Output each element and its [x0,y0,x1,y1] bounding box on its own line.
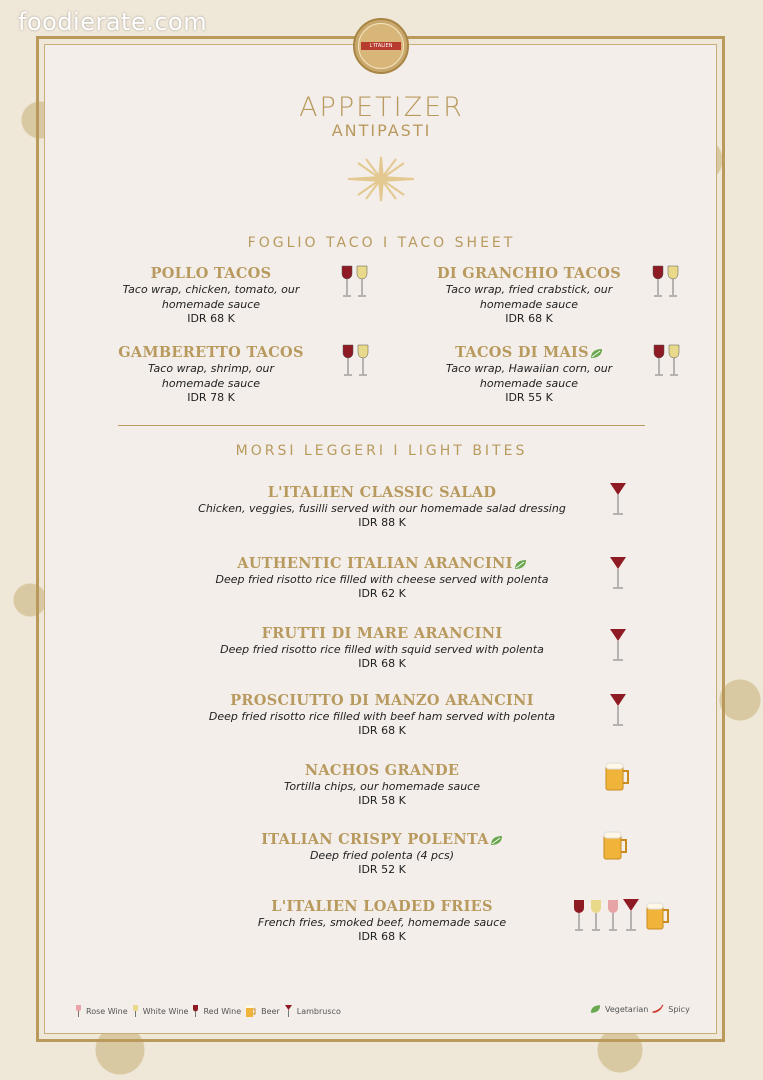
item-description: Deep fried risotto rice filled with squid served with polenta [220,643,544,656]
item-description: Deep fried risotto rice filled with beef ham served with polenta [208,710,556,723]
section-divider [118,425,645,426]
lambrusco-icon [608,555,628,591]
item-description: homemade sauce [161,377,261,390]
all-drinks-icon [572,897,674,933]
sunburst-ornament [346,153,416,205]
restaurant-logo [353,18,409,74]
menu-item [160,692,604,738]
item-name: NACHOS GRANDE [304,762,460,779]
legend-rose-wine: Rose Wine [86,1006,128,1016]
menu-item [160,555,604,601]
item-name: POLLO TACOS [150,265,272,282]
lambrusco-icon [608,481,628,517]
item-name [418,344,640,361]
logo-text: L'ITALIEN [361,42,401,50]
menu-item [100,265,322,326]
item-description: homemade sauce [161,298,261,311]
menu-item [160,484,604,530]
vegetarian-leaf-icon [490,835,503,846]
legend-beer: Beer [261,1006,280,1016]
item-name-text: AUTHENTIC ITALIAN ARANCINI [237,555,513,572]
legend-vegetarian: Vegetarian [605,1004,649,1014]
item-price: IDR 68 K [358,657,406,670]
item-description: Taco wrap, chicken, tomato, our [122,283,300,296]
red-wine-icon [192,1004,199,1018]
item-name: GAMBERETTO TACOS [118,344,304,361]
item-description: Deep fried polenta (4 pcs) [309,849,455,862]
drink-legend [75,1004,341,1018]
page-title: APPETIZER [299,92,464,123]
item-price: IDR 78 K [187,391,235,404]
item-price: IDR 88 K [358,516,406,529]
item-name-text: ITALIAN CRISPY POLENTA [261,831,489,848]
menu-item [418,265,640,326]
beer-icon [602,829,630,861]
page-subtitle: ANTIPASTI [331,121,432,140]
item-name: L'ITALIEN CLASSIC SALAD [267,484,497,501]
beer-icon [604,760,632,792]
diet-legend [590,1004,690,1014]
watermark: foodierate.com [18,8,208,36]
legend-red-wine: Red Wine [203,1006,242,1016]
item-name: L'ITALIEN LOADED FRIES [271,898,493,915]
vegetarian-leaf-icon [514,559,527,570]
item-name-text: TACOS DI MAIS [455,344,589,361]
red-and-white-wine-icon [651,264,681,300]
item-name [160,831,604,848]
legend-white-wine: White Wine [142,1006,189,1016]
item-description: homemade sauce [479,298,579,311]
item-description: homemade sauce [479,377,579,390]
lambrusco-icon [608,692,628,728]
vegetarian-leaf-icon [590,348,603,359]
item-price: IDR 52 K [358,863,406,876]
red-and-white-wine-icon [340,264,370,300]
white-wine-icon [132,1004,139,1018]
section-taco-sheet: FOGLIO TACO I TACO SHEET [247,235,516,251]
item-price: IDR 68 K [187,312,235,325]
item-description: Taco wrap, fried crabstick, our [445,283,613,296]
item-name [160,555,604,572]
menu-item [418,344,640,405]
beer-icon [245,1004,257,1018]
section-light-bites: MORSI LEGGERI I LIGHT BITES [235,443,528,459]
item-price: IDR 55 K [505,391,553,404]
legend-spicy: Spicy [668,1004,690,1014]
menu-item [160,898,604,944]
item-description: Chicken, veggies, fusilli served with our homemade salad dressing [198,502,566,515]
lambrusco-icon [608,627,628,663]
menu-item [160,625,604,671]
vegetarian-leaf-icon [590,1004,601,1014]
item-description: Taco wrap, Hawaiian corn, our [445,362,613,375]
legend-lambrusco: Lambrusco [296,1006,341,1016]
menu-item [160,831,604,877]
item-price: IDR 68 K [505,312,553,325]
item-price: IDR 62 K [358,587,406,600]
chili-icon [652,1004,664,1014]
red-and-white-wine-icon [341,343,371,379]
item-description: French fries, smoked beef, homemade sauce [257,916,507,929]
red-and-white-wine-icon [652,343,682,379]
lambrusco-icon [284,1004,293,1018]
item-price: IDR 68 K [358,724,406,737]
item-price: IDR 58 K [358,794,406,807]
item-price: IDR 68 K [358,930,406,943]
menu-item [100,344,322,405]
item-description: Taco wrap, shrimp, our [147,362,274,375]
item-description: Tortilla chips, our homemade sauce [284,780,480,793]
rose-wine-icon [75,1004,82,1018]
item-name: FRUTTI DI MARE ARANCINI [261,625,503,642]
item-name: DI GRANCHIO TACOS [436,265,622,282]
item-name: PROSCIUTTO DI MANZO ARANCINI [230,692,534,709]
item-description: Deep fried risotto rice filled with cheese served with polenta [215,573,549,586]
menu-item [160,762,604,808]
